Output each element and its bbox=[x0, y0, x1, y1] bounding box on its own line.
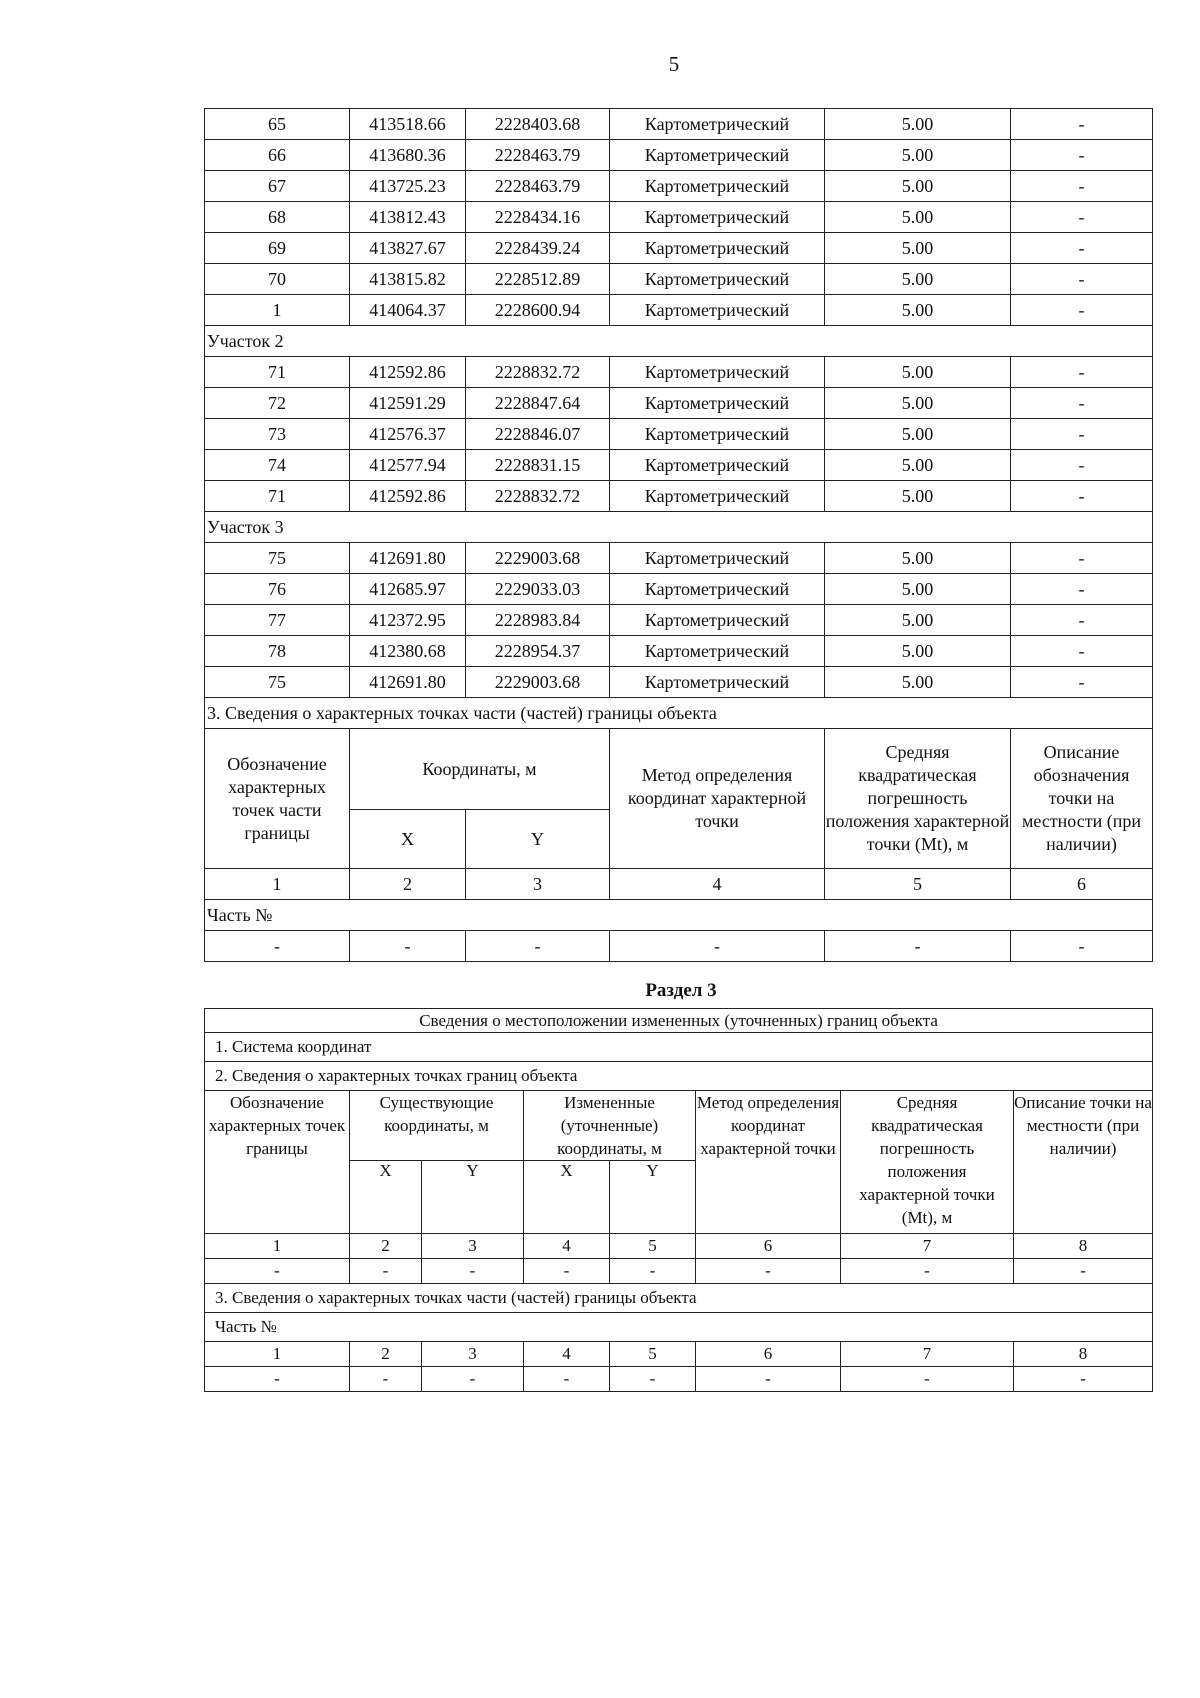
section-3-heading: Раздел 3 bbox=[645, 980, 717, 1001]
cell-method: Картометрический bbox=[610, 636, 825, 667]
cell-y: 2228463.79 bbox=[466, 171, 610, 202]
cell-method: Картометрический bbox=[610, 295, 825, 326]
empty-cell: - bbox=[524, 1259, 610, 1284]
header-x: X bbox=[350, 810, 466, 869]
header-point: Обозначение характерных точек границы bbox=[205, 1091, 350, 1234]
cell-method: Картометрический bbox=[610, 171, 825, 202]
cell-y: 2228439.24 bbox=[466, 233, 610, 264]
cell-description: - bbox=[1011, 171, 1153, 202]
part-label: Часть № bbox=[205, 1313, 1153, 1342]
cell-accuracy: 5.00 bbox=[825, 636, 1011, 667]
cell-description: - bbox=[1011, 202, 1153, 233]
cell-accuracy: 5.00 bbox=[825, 419, 1011, 450]
cell-x: 414064.37 bbox=[350, 295, 466, 326]
cell-y: 2228832.72 bbox=[466, 357, 610, 388]
cell-x: 412592.86 bbox=[350, 481, 466, 512]
cell-description: - bbox=[1011, 543, 1153, 574]
empty-cell: - bbox=[422, 1367, 524, 1392]
cell-x: 412372.95 bbox=[350, 605, 466, 636]
cell-y: 2228954.37 bbox=[466, 636, 610, 667]
empty-cell: - bbox=[841, 1367, 1014, 1392]
cell-x: 412576.37 bbox=[350, 419, 466, 450]
empty-cell: - bbox=[350, 1259, 422, 1284]
cell-description: - bbox=[1011, 233, 1153, 264]
cell-method: Картометрический bbox=[610, 574, 825, 605]
cell-point: 75 bbox=[205, 543, 350, 574]
cell-point: 68 bbox=[205, 202, 350, 233]
column-numbers-row bbox=[205, 1234, 1153, 1259]
cell-accuracy: 5.00 bbox=[825, 295, 1011, 326]
cell-point: 69 bbox=[205, 233, 350, 264]
cell-description: - bbox=[1011, 140, 1153, 171]
cell-description: - bbox=[1011, 605, 1153, 636]
empty-cell: - bbox=[825, 931, 1011, 962]
header-existing-x: X bbox=[350, 1161, 422, 1234]
point-row bbox=[205, 636, 1153, 667]
col-number: 2 bbox=[350, 1342, 422, 1367]
plot-2-label: Участок 2 bbox=[205, 326, 1153, 357]
col-number: 4 bbox=[610, 869, 825, 900]
cell-accuracy: 5.00 bbox=[825, 264, 1011, 295]
header-method: Метод определения координат характерной точки bbox=[696, 1091, 841, 1234]
point-row bbox=[205, 140, 1153, 171]
part-column-numbers-row bbox=[205, 1342, 1153, 1367]
col-number: 7 bbox=[841, 1342, 1014, 1367]
point-row bbox=[205, 667, 1153, 698]
boundary-points-table bbox=[204, 108, 1153, 962]
cell-point: 70 bbox=[205, 264, 350, 295]
cell-y: 2229003.68 bbox=[466, 667, 610, 698]
empty-cell: - bbox=[466, 931, 610, 962]
part-points-title: 3. Сведения о характерных точках части (частей) границы объекта bbox=[205, 698, 1153, 729]
cell-method: Картометрический bbox=[610, 605, 825, 636]
col-number: 2 bbox=[350, 1234, 422, 1259]
cell-point: 1 bbox=[205, 295, 350, 326]
cell-x: 413815.82 bbox=[350, 264, 466, 295]
header-point: Обозначение характерных точек части границы bbox=[205, 729, 350, 869]
cell-point: 71 bbox=[205, 481, 350, 512]
cell-description: - bbox=[1011, 636, 1153, 667]
empty-cell: - bbox=[524, 1367, 610, 1392]
cell-x: 412691.80 bbox=[350, 543, 466, 574]
cell-y: 2228983.84 bbox=[466, 605, 610, 636]
cell-y: 2228847.64 bbox=[466, 388, 610, 419]
empty-row bbox=[205, 1259, 1153, 1284]
cell-point: 74 bbox=[205, 450, 350, 481]
cell-x: 412591.29 bbox=[350, 388, 466, 419]
cell-method: Картометрический bbox=[610, 388, 825, 419]
cell-x: 413680.36 bbox=[350, 140, 466, 171]
point-row bbox=[205, 574, 1153, 605]
cell-method: Картометрический bbox=[610, 233, 825, 264]
header-changed-x: X bbox=[524, 1161, 610, 1234]
col-number: 1 bbox=[205, 1234, 350, 1259]
boundary-points-title: 2. Сведения о характерных точках границ объекта bbox=[205, 1062, 1153, 1091]
cell-description: - bbox=[1011, 419, 1153, 450]
part-label: Часть № bbox=[205, 900, 1153, 931]
empty-cell: - bbox=[1014, 1367, 1153, 1392]
cell-accuracy: 5.00 bbox=[825, 388, 1011, 419]
col-number: 6 bbox=[696, 1234, 841, 1259]
cell-method: Картометрический bbox=[610, 264, 825, 295]
point-row bbox=[205, 295, 1153, 326]
point-row bbox=[205, 264, 1153, 295]
cell-x: 412577.94 bbox=[350, 450, 466, 481]
cell-accuracy: 5.00 bbox=[825, 667, 1011, 698]
point-row bbox=[205, 543, 1153, 574]
cell-point: 71 bbox=[205, 357, 350, 388]
cell-point: 72 bbox=[205, 388, 350, 419]
col-number: 6 bbox=[1011, 869, 1153, 900]
col-number: 8 bbox=[1014, 1234, 1153, 1259]
cell-y: 2228846.07 bbox=[466, 419, 610, 450]
cell-y: 2228600.94 bbox=[466, 295, 610, 326]
point-row bbox=[205, 388, 1153, 419]
cell-accuracy: 5.00 bbox=[825, 574, 1011, 605]
cell-method: Картометрический bbox=[610, 481, 825, 512]
empty-cell: - bbox=[205, 1259, 350, 1284]
cell-y: 2229003.68 bbox=[466, 543, 610, 574]
empty-cell: - bbox=[205, 1367, 350, 1392]
cell-accuracy: 5.00 bbox=[825, 171, 1011, 202]
header-coords: Координаты, м bbox=[350, 729, 610, 810]
point-row bbox=[205, 357, 1153, 388]
cell-method: Картометрический bbox=[610, 543, 825, 574]
cell-accuracy: 5.00 bbox=[825, 450, 1011, 481]
coord-system-label: 1. Система координат bbox=[205, 1033, 1153, 1062]
cell-point: 66 bbox=[205, 140, 350, 171]
cell-x: 412685.97 bbox=[350, 574, 466, 605]
point-row bbox=[205, 450, 1153, 481]
plot-3-label: Участок 3 bbox=[205, 512, 1153, 543]
cell-x: 413812.43 bbox=[350, 202, 466, 233]
header-accuracy: Средняя квадратическая погрешность положения характерной точки (Mt), м bbox=[825, 729, 1011, 869]
header-existing-coords: Существующие координаты, м bbox=[350, 1091, 524, 1161]
cell-description: - bbox=[1011, 109, 1153, 140]
col-number: 3 bbox=[422, 1342, 524, 1367]
empty-cell: - bbox=[350, 931, 466, 962]
cell-y: 2228434.16 bbox=[466, 202, 610, 233]
cell-description: - bbox=[1011, 574, 1153, 605]
part-points-title: 3. Сведения о характерных точках части (частей) границы объекта bbox=[205, 1284, 1153, 1313]
column-numbers-row bbox=[205, 869, 1153, 900]
empty-cell: - bbox=[610, 1259, 696, 1284]
col-number: 4 bbox=[524, 1234, 610, 1259]
cell-description: - bbox=[1011, 667, 1153, 698]
plot-2-rows bbox=[205, 357, 1153, 512]
point-row bbox=[205, 233, 1153, 264]
cell-description: - bbox=[1011, 295, 1153, 326]
cell-y: 2228512.89 bbox=[466, 264, 610, 295]
cell-y: 2229033.03 bbox=[466, 574, 610, 605]
point-row bbox=[205, 481, 1153, 512]
empty-cell: - bbox=[205, 931, 350, 962]
cell-accuracy: 5.00 bbox=[825, 109, 1011, 140]
cell-method: Картометрический bbox=[610, 450, 825, 481]
cell-x: 413518.66 bbox=[350, 109, 466, 140]
cell-point: 78 bbox=[205, 636, 350, 667]
cell-point: 75 bbox=[205, 667, 350, 698]
point-row bbox=[205, 202, 1153, 233]
cell-point: 67 bbox=[205, 171, 350, 202]
header-changed-coords: Измененные (уточненные) координаты, м bbox=[524, 1091, 696, 1161]
cell-x: 413827.67 bbox=[350, 233, 466, 264]
cell-description: - bbox=[1011, 388, 1153, 419]
cell-x: 412592.86 bbox=[350, 357, 466, 388]
col-number: 6 bbox=[696, 1342, 841, 1367]
header-existing-y: Y bbox=[422, 1161, 524, 1234]
empty-cell: - bbox=[696, 1367, 841, 1392]
cell-method: Картометрический bbox=[610, 140, 825, 171]
empty-cell: - bbox=[841, 1259, 1014, 1284]
cell-accuracy: 5.00 bbox=[825, 481, 1011, 512]
header-method: Метод определения координат характерной точки bbox=[610, 729, 825, 869]
cell-description: - bbox=[1011, 481, 1153, 512]
col-number: 7 bbox=[841, 1234, 1014, 1259]
empty-cell: - bbox=[610, 931, 825, 962]
empty-cell: - bbox=[1014, 1259, 1153, 1284]
point-row bbox=[205, 109, 1153, 140]
col-number: 1 bbox=[205, 869, 350, 900]
col-number: 3 bbox=[466, 869, 610, 900]
cell-accuracy: 5.00 bbox=[825, 233, 1011, 264]
cell-x: 413725.23 bbox=[350, 171, 466, 202]
cell-accuracy: 5.00 bbox=[825, 543, 1011, 574]
cell-accuracy: 5.00 bbox=[825, 357, 1011, 388]
point-row bbox=[205, 171, 1153, 202]
point-row bbox=[205, 419, 1153, 450]
cell-method: Картометрический bbox=[610, 419, 825, 450]
cell-method: Картометрический bbox=[610, 202, 825, 233]
cell-accuracy: 5.00 bbox=[825, 202, 1011, 233]
cell-point: 76 bbox=[205, 574, 350, 605]
plot-1-rows bbox=[205, 109, 1153, 326]
col-number: 5 bbox=[825, 869, 1011, 900]
cell-accuracy: 5.00 bbox=[825, 140, 1011, 171]
empty-cell: - bbox=[1011, 931, 1153, 962]
empty-cell: - bbox=[610, 1367, 696, 1392]
header-y: Y bbox=[466, 810, 610, 869]
cell-y: 2228403.68 bbox=[466, 109, 610, 140]
empty-cell: - bbox=[422, 1259, 524, 1284]
col-number: 1 bbox=[205, 1342, 350, 1367]
header-accuracy: Средняя квадратическая погрешность положения характерной точки (Mt), м bbox=[841, 1091, 1014, 1234]
empty-row bbox=[205, 931, 1153, 962]
cell-x: 412691.80 bbox=[350, 667, 466, 698]
col-number: 8 bbox=[1014, 1342, 1153, 1367]
cell-method: Картометрический bbox=[610, 667, 825, 698]
cell-point: 73 bbox=[205, 419, 350, 450]
empty-cell: - bbox=[350, 1367, 422, 1392]
header-changed-y: Y bbox=[610, 1161, 696, 1234]
cell-description: - bbox=[1011, 357, 1153, 388]
cell-point: 77 bbox=[205, 605, 350, 636]
col-number: 5 bbox=[610, 1234, 696, 1259]
header-description: Описание точки на местности (при наличии) bbox=[1014, 1091, 1153, 1234]
cell-method: Картометрический bbox=[610, 109, 825, 140]
cell-accuracy: 5.00 bbox=[825, 605, 1011, 636]
cell-point: 65 bbox=[205, 109, 350, 140]
plot-3-rows bbox=[205, 543, 1153, 698]
col-number: 4 bbox=[524, 1342, 610, 1367]
col-number: 5 bbox=[610, 1342, 696, 1367]
section-3-title: Сведения о местоположении измененных (уточненных) границ объекта bbox=[205, 1009, 1153, 1033]
empty-cell: - bbox=[696, 1259, 841, 1284]
header-description: Описание обозначения точки на местности (при наличии) bbox=[1011, 729, 1153, 869]
point-row bbox=[205, 605, 1153, 636]
cell-y: 2228831.15 bbox=[466, 450, 610, 481]
col-number: 3 bbox=[422, 1234, 524, 1259]
cell-description: - bbox=[1011, 450, 1153, 481]
part-empty-row bbox=[205, 1367, 1153, 1392]
page-number: 5 bbox=[668, 52, 680, 76]
cell-description: - bbox=[1011, 264, 1153, 295]
changed-boundaries-table bbox=[204, 1008, 1153, 1392]
cell-y: 2228463.79 bbox=[466, 140, 610, 171]
cell-method: Картометрический bbox=[610, 357, 825, 388]
col-number: 2 bbox=[350, 869, 466, 900]
cell-x: 412380.68 bbox=[350, 636, 466, 667]
cell-y: 2228832.72 bbox=[466, 481, 610, 512]
